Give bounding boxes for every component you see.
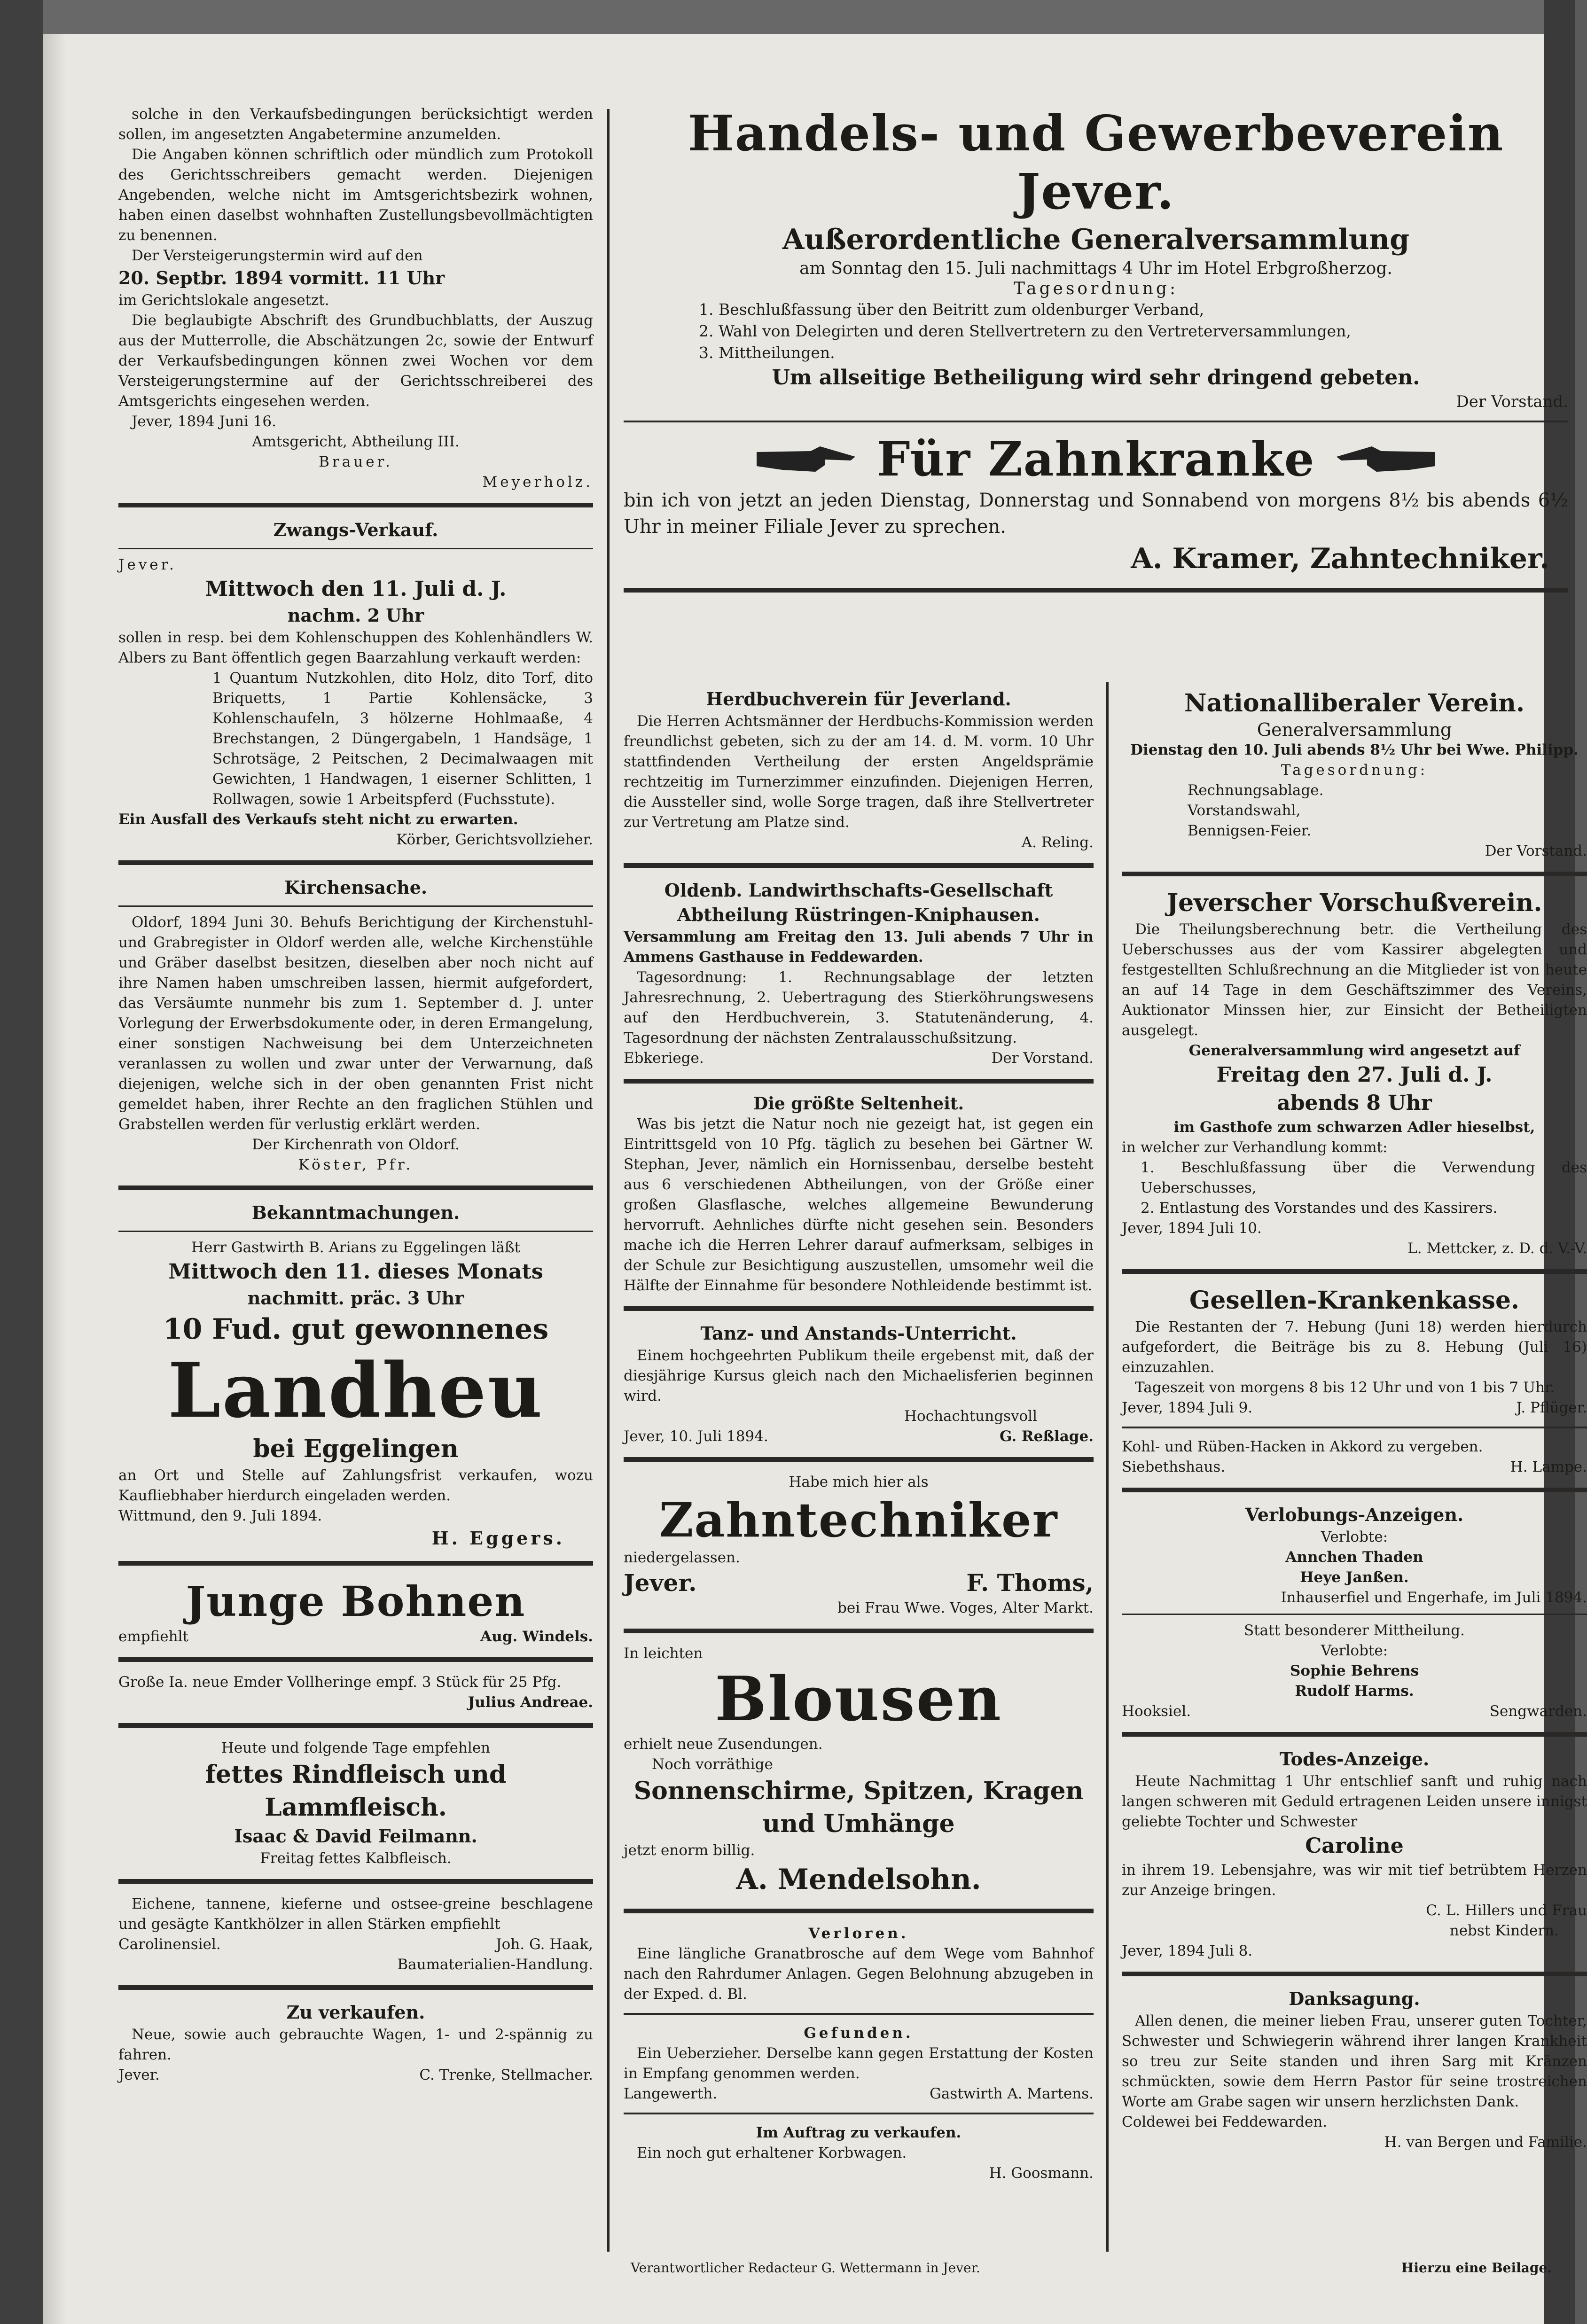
clerk-name: Meyerholz. [482,474,593,491]
column-1 [118,104,593,2256]
jb-left: empfiehlt [118,1628,188,1645]
zt-post: niedergelassen. [624,1549,740,1566]
divider [624,421,1568,422]
nl-to: Tagesordnung: [1281,762,1428,779]
todes-text-2: in ihrem 19. Lebensjahre, was wir mit tief betrübtem Herzen zur Anzeige bringen. [1122,1862,1587,1899]
ks-sign-2: Köster, Pfr. [298,1156,414,1173]
zv-text: sollen in resp. bei dem Kohlenschuppen des Kohlenhändlers W. Albers zu Bant öffentlich gegen Baarzahlung verkauft werden: [118,629,593,666]
bk-place: bei Eggelingen [253,1435,459,1463]
kr-text: Kohl- und Rüben-Hacken in Akkord zu vergeben. [1122,1438,1483,1455]
zt-title: Zahntechniker [659,1492,1058,1548]
zv-sign: Körber, Gerichtsvollzieher. [396,831,593,848]
nl-sub: Generalversammlung [1257,719,1452,740]
zu-text: Neue, sowie auch gebrauchte Wagen, 1- und 2-spännig zu fahren. [118,2026,593,2063]
zu-verkaufen-title: Zu verkaufen. [286,2002,425,2023]
divider [118,1657,593,1662]
gf-text: Ein Ueberzieher. Derselbe kann gegen Erstattung der Kosten in Empfang genommen werden. [624,2045,1094,2082]
junge-bohnen-title: Junge Bohnen [186,1577,526,1626]
divider [1122,1972,1587,1976]
gs-text: Was bis jetzt die Natur noch nie gezeigt hat, ist gegen ein Eintrittsgeld von 10 Pfg. täglich zu besehen bei Gärtner W. Stephan, Jever, nämlich ein Hornissenbau, derselbe besteht aus 6 verschiedenen Abtheilungen, von der Größe einer großen Glasflasche, welches allgemeine Bewunderung hervorruft. Aehnliches dürfte nicht gesehen sein. Besonders mache ich die Herren Lehrer darauf aufmerksam, selbiges in der Schule zur Besichtigung auszustellen, umsomehr weil die Hälfte der Einnahme für besondere Nothleidende bestimmt ist. [624,1115,1094,1294]
nl-date: Dienstag den 10. Juli abends 8½ Uhr bei Wwe. Philipp. [1130,741,1579,758]
todes-title: Todes-Anzeige. [1279,1748,1430,1770]
va-label-2: Statt besonderer Mittheilung. [1243,1622,1465,1639]
divider [118,860,593,865]
hb-title: Herdbuchverein für Jeverland. [706,688,1011,710]
va-label-1: Verlobte: [1321,1529,1388,1545]
kr-place: Siebethshaus. [1122,1458,1226,1475]
scan-top-margin [43,0,1544,34]
footer-editor: Verantwortlicher Redacteur G. Wettermann in Jever. [631,2260,980,2276]
auction-place: im Gerichtslokale angesetzt. [118,292,329,309]
intro-text-3: Der Versteigerungstermin wird auf den [132,247,423,264]
ta-title: Tanz- und Anstands-Unterricht. [700,1323,1017,1344]
jv-date: Freitag den 27. Juli d. J. [1216,1063,1493,1087]
vh-text: Große Ia. neue Emder Vollheringe empf. 3 Stück für 25 Pfg. [118,1674,562,1691]
bl-text-3: jetzt enorm billig. [624,1842,755,1859]
ol-sign: Der Vorstand. [991,1050,1094,1067]
va-name-3: Sophie Behrens [1290,1662,1419,1679]
rf-sign: Isaac & David Feilmann. [234,1825,477,1847]
va-name-2: Heye Janßen. [1300,1569,1409,1586]
zwangsverkauf-title: Zwangs-Verkauf. [273,519,438,540]
jv-text: Die Theilungsberechnung betr. die Vertheilung des Ueberschusses aus der vom Kassirer abgelegten und festgestellten Schlußrechnung an die Mitglieder ist von heute an auf 14 Tage in dem Geschäftszimmer des Vereins, Auktionator Minssen hier, zur Einsicht der Betheiligten ausgelegt. [1122,921,1587,1039]
nl-item-3: Bennigsen-Feier. [1188,822,1312,839]
vl-title: Verloren. [808,1925,909,1942]
nl-item-2: Vorstandswahl, [1188,802,1301,819]
divider [624,588,1568,593]
zv-date: Mittwoch den 11. Juli d. J. [205,577,507,601]
gk-text: Die Restanten der 7. Hebung (Juni 18) werden hierdurch aufgefordert, die Beiträge bis zu 8. Hebung (Juli 16) einzuzahlen. [1122,1318,1587,1376]
ol-title-1: Oldenb. Landwirthschafts-Gesellschaft [664,880,1053,901]
pointing-hand-right-icon [754,443,858,476]
rf-title-1: fettes Rindfleisch und [205,1760,507,1789]
auction-date: 20. Septbr. 1894 vormitt. 11 Uhr [118,267,445,289]
zu-sign: C. Trenke, Stellmacher. [419,2067,593,2083]
pointing-hand-left-icon [1334,443,1438,476]
va-label-3: Verlobte: [1321,1642,1388,1659]
zv-items: 1 Quantum Nutzkohlen, dito Holz, dito Torf, dito Briquetts, 1 Partie Kohlensäcke, 3 Kohlenschaufeln, 3 hölzerne Hohlmaaße, 4 Brechstangen, 2 Düngergabeln, 1 Handsäge, 1 Schrotsäge, 2 Peitschen, 2 Decimalwaagen mit Gewichten, 1 Handwagen, 1 eiserner Schlitten, 1 Rollwagen, sowie 1 Arbeitspferd (Fuchsstute). [212,670,593,808]
page-footer [631,2259,1552,2277]
divider [1122,1732,1587,1737]
column-rule-right [1106,682,1109,2252]
ol-text: Tagesordnung: 1. Rechnungsablage der letzten Jahresrechnung, 2. Uebertragung des Stierköhrungswesens auf den Herdbuchverein, 3. Statutenänderung, 4. Tagesordnung der nächsten Zentralausschußsitzung. [624,969,1094,1046]
gk-text-2: Tageszeit von morgens 8 bis 12 Uhr und von 1 bis 7 Uhr. [1135,1379,1555,1396]
vh-sign: Julius Andreae. [468,1694,593,1711]
jv-item-2: 2. Entlastung des Vorstandes und des Kassirers. [1141,1200,1498,1217]
bk-sign-1: Wittmund, den 9. Juli 1894. [118,1507,322,1524]
gf-sign: Gastwirth A. Martens. [930,2085,1094,2102]
ta-greet: Hochachtungsvoll [904,1408,1037,1425]
hh-text: Eichene, tannene, kieferne und ostsee-greine beschlagene und gesägte Kantkhölzer in allen Stärken empfiehlt [118,1895,593,1933]
court-name: Amtsgericht, Abtheilung III. [252,433,460,450]
rf-note: Freitag fettes Kalbfleisch. [260,1850,452,1867]
gf-place: Langewerth. [624,2085,718,2102]
todes-sign-2: nebst Kindern. [1449,1922,1559,1939]
divider [118,1985,593,1990]
kr-sign: H. Lampe. [1510,1458,1587,1475]
divider [624,1457,1094,1462]
scan-left-margin [0,0,43,2324]
hb-text: Die Herren Achtsmänner der Herdbuchs-Kommission werden freundlichst gebeten, sich zu der am 14. d. M. vorm. 10 Uhr stattfindenden Vertheilung der ersten Angeldsprämie rechtzeitig im Turnerzimmer einzufinden. Diejenigen Herren, die Aussteller sind, wolle Sorge tragen, daß ihre Stellvertreter zur Vertretung am Platze sind. [624,713,1094,831]
todes-text: Heute Nachmittag 1 Uhr entschlief sanft und ruhig nach langen schweren mit Geduld ertragenen Leiden unsere innigst geliebte Tochter und Schwester [1122,1773,1587,1830]
divider [1122,872,1587,876]
newspaper-page [43,34,1587,2324]
column-2-top [624,104,1568,682]
divider [624,1629,1094,1633]
jv-sign: L. Mettcker, z. D. d. V.-V. [1407,1240,1587,1257]
zt-place: Jever. [624,1569,697,1597]
zt-pre: Habe mich hier als [789,1474,929,1490]
va-name-4: Rudolf Harms. [1295,1683,1414,1700]
ta-place: Jever, 10. Juli 1894. [624,1428,768,1445]
bk-date: Mittwoch den 11. dieses Monats [168,1260,543,1284]
divider [1122,1269,1587,1274]
hg-sign: Der Vorstand. [1456,392,1568,411]
va-place-3: Sengwarden. [1489,1703,1587,1720]
bl-text-2: Noch vorräthige [652,1756,773,1773]
jb-right: Aug. Windels. [480,1628,593,1645]
column-2-right [1122,687,1587,2256]
va-place-1: Inhauserfiel und Engerhafe, im Juli 1894. [1281,1589,1587,1606]
bk-text: Herr Gastwirth B. Arians zu Eggelingen läßt [191,1239,521,1256]
va-title: Verlobungs-Anzeigen. [1245,1504,1464,1525]
bl-text: erhielt neue Zusendungen. [624,1736,823,1753]
zv-time: nachm. 2 Uhr [287,605,424,626]
ol-date: Versammlung am Freitag den 13. Juli abends 7 Uhr in Ammens Gasthause in Feddewarden. [624,928,1094,966]
divider [118,503,593,507]
divider [1122,1427,1587,1428]
bk-landheu: Landheu [168,1346,544,1435]
nl-sign: Der Vorstand. [1485,842,1587,859]
column-rule-left [607,109,610,2252]
jv-text-2: Generalversammlung wird angesetzt auf [1188,1042,1520,1059]
jv-signdate: Jever, 1894 Juli 10. [1122,1220,1262,1237]
dank-sign: H. van Bergen und Familie. [1384,2134,1587,2151]
divider [624,2113,1094,2114]
divider [624,1079,1094,1084]
bl-sub: Sonnenschirme, Spitzen, Kragen und Umhänge [633,1777,1084,1838]
column-2-left [624,687,1094,2256]
bk-sign-2: H. Eggers. [431,1528,565,1549]
zv-place: Jever. [118,556,177,573]
jv-text-3: in welcher zur Verhandlung kommt: [1122,1139,1388,1156]
zk-title: Für Zahnkranke [876,431,1315,487]
ol-place: Ebkeriege. [624,1050,704,1067]
bk-time: nachmitt. präc. 3 Uhr [247,1287,464,1309]
hg-tagesordnung: Tagesordnung: [1013,279,1179,298]
intro-text-2: Die Angaben können schriftlich oder mündlich zum Protokoll des Gerichtsschreibers gemacht werden. Diejenigen Angebenden, welche nicht im Amtsgerichtsbezirk wohnen, haben einen daselbst wohnhaften Zustellungsbevollmächtigten zu benennen. [118,146,593,244]
divider [118,1879,593,1884]
todes-date: Jever, 1894 Juli 8. [1122,1942,1253,1959]
nl-title: Nationalliberaler Verein. [1184,689,1525,717]
ia-sign: H. Goosmann. [989,2165,1094,2182]
bl-sign: A. Mendelsohn. [736,1863,981,1896]
ta-sign: G. Reßlage. [999,1428,1094,1445]
gf-title: Gefunden. [804,2025,914,2042]
ol-title-2: Abtheilung Rüstringen-Kniphausen. [677,904,1040,925]
ks-text: Oldorf, 1894 Juni 30. Behufs Berichtigung der Kirchenstuhl- und Grabregister in Oldorf werden alle, welche Kirchenstühle und Gräber daselbst besitzen, dieselben aber noch nicht auf ihre Namen haben umschreiben lassen, hiermit aufgefordert, das Versäumte nunmehr bis zum 1. September d. J. unter Vorlegung der Erwerbsdokumente oder, in deren Ermangelung, einer sonstigen Nachweisung bei dem Unterzeichneten veranlassen zu wollen und zwar unter der Verwarnung, daß diejenigen, welche sich in der oben genannten Frist nicht gemeldet haben, ihrer Rechte an den fraglichen Stühlen und Grabstellen werden für verlustig erklärt werden. [118,914,593,1133]
ia-text: Ein noch gut erhaltener Korbwagen. [637,2145,907,2161]
rf-title-2: Lammfleisch. [265,1793,447,1822]
dank-text: Allen denen, die meiner lieben Frau, unserer guten Tochter, Schwester und Schwiegerin während ihrer langen Krankheit so treu zur Seite standen und ihren Sarg mit Kränzen schmückten, sowie dem Herrn Pastor für seine trostreichen Worte am Grabe sagen wir unsern herzlichsten Dank. [1122,2012,1587,2110]
bekanntmachungen-title: Bekanntmachungen. [251,1202,460,1223]
todes-name: Caroline [1305,1834,1404,1858]
jv-item-1: 1. Beschlußfassung über die Verwendung des Ueberschusses, [1141,1159,1587,1196]
jv-time: abends 8 Uhr [1277,1091,1432,1115]
divider [624,1306,1094,1311]
ks-sign-1: Der Kirchenrath von Oldorf. [252,1136,460,1153]
hb-sign: A. Reling. [1021,834,1094,851]
gk-sign: J. Pflüger. [1516,1399,1587,1416]
dank-place: Coldewei bei Feddewarden. [1122,2113,1328,2130]
zt-addr: bei Frau Wwe. Voges, Alter Markt. [837,1599,1094,1616]
hh-sign-1: Joh. G. Haak, [496,1936,593,1953]
divider [624,863,1094,868]
hg-item-2: 2. Wahl von Delegirten und deren Stellvertretern zu den Vertreterversammlungen, [699,322,1351,340]
gs-title: Die größte Seltenheit. [753,1094,964,1114]
va-place-2: Hooksiel. [1122,1703,1191,1720]
zt-name: F. Thoms, [966,1569,1094,1597]
hh-sign-2: Baumaterialien-Handlung. [397,1956,593,1973]
vl-text: Eine längliche Granatbrosche auf dem Wege vom Bahnhof nach den Rahrdumer Anlagen. Gegen Belohnung abzugeben in der Exped. d. Bl. [624,1945,1094,2003]
bl-title: Blousen [715,1663,1002,1735]
rf-text: Heute und folgende Tage empfehlen [221,1739,491,1756]
ta-text: Einem hochgeehrten Publikum theile ergebenst mit, daß der diesjährige Kursus gleich nach den Michaelisferien beginnen wird. [624,1347,1094,1404]
hg-item-3: 3. Mittheilungen. [699,343,835,362]
bk-headline: 10 Fud. gut gewonnenes [163,1313,549,1346]
hg-title: Handels- und Gewerbeverein Jever. [688,104,1504,220]
divider [118,1723,593,1728]
divider [1122,1488,1587,1492]
gk-title: Gesellen-Krankenkasse. [1189,1286,1520,1315]
zk-sign: A. Kramer, Zahntechniker. [1131,542,1549,575]
zu-place: Jever. [118,2067,160,2083]
hg-date: am Sonntag den 15. Juli nachmittags 4 Uhr im Hotel Erbgroßherzog. [799,259,1392,278]
bl-pre: In leichten [624,1645,703,1662]
dank-title: Danksagung. [1289,1988,1420,2009]
hg-note: Um allseitige Betheiligung wird sehr dringend gebeten. [772,366,1420,390]
todes-sign-1: C. L. Hillers und Frau [1426,1902,1587,1919]
nl-item-1: Rechnungsablage. [1188,782,1324,799]
zk-text: bin ich von jetzt an jeden Dienstag, Donnerstag und Sonnabend von morgens 8½ bis abends 6½ Uhr in meiner Filiale Jever zu sprechen. [624,490,1568,538]
divider [624,2013,1094,2015]
intro-text: solche in den Verkaufsbedingungen berücksichtigt werden sollen, im angesetzten Angabetermine anzumelden. [118,106,593,143]
jv-place: im Gasthofe zum schwarzen Adler hieselbst, [1173,1119,1535,1136]
judge-name: Brauer. [319,453,393,470]
zv-note: Ein Ausfall des Verkaufs steht nicht zu erwarten. [118,811,518,828]
footer-supplement: Hierzu eine Beilage. [1401,2260,1552,2276]
intro-text-4: Die beglaubigte Abschrift des Grundbuchblatts, der Auszug aus der Mutterrolle, die Abschätzungen 2c, sowie der Entwurf der Verkaufsbedingungen können zwei Wochen vor dem Versteigerungstermine auf der Gerichtsschreiberei des Amtsgerichts eingesehen werden. [118,312,593,410]
hh-place: Carolinensiel. [118,1936,221,1953]
va-name-1: Annchen Thaden [1285,1549,1423,1566]
hg-item-1: 1. Beschlußfassung über den Beitritt zum oldenburger Verband, [699,300,1204,319]
hg-subtitle: Außerordentliche Generalversammlung [782,223,1410,256]
gk-place: Jever, 1894 Juli 9. [1122,1399,1253,1416]
ia-title: Im Auftrag zu verkaufen. [756,2124,962,2141]
jv-title: Jeverscher Vorschußverein. [1166,889,1542,917]
sign-date: Jever, 1894 Juni 16. [132,413,276,430]
divider [118,1185,593,1190]
kirchensache-title: Kirchensache. [284,877,428,898]
bk-text-2: an Ort und Stelle auf Zahlungsfrist verkaufen, wozu Kaufliebhaber hierdurch eingeladen werden. [118,1467,593,1504]
divider [624,1909,1094,1913]
divider [118,1561,593,1566]
